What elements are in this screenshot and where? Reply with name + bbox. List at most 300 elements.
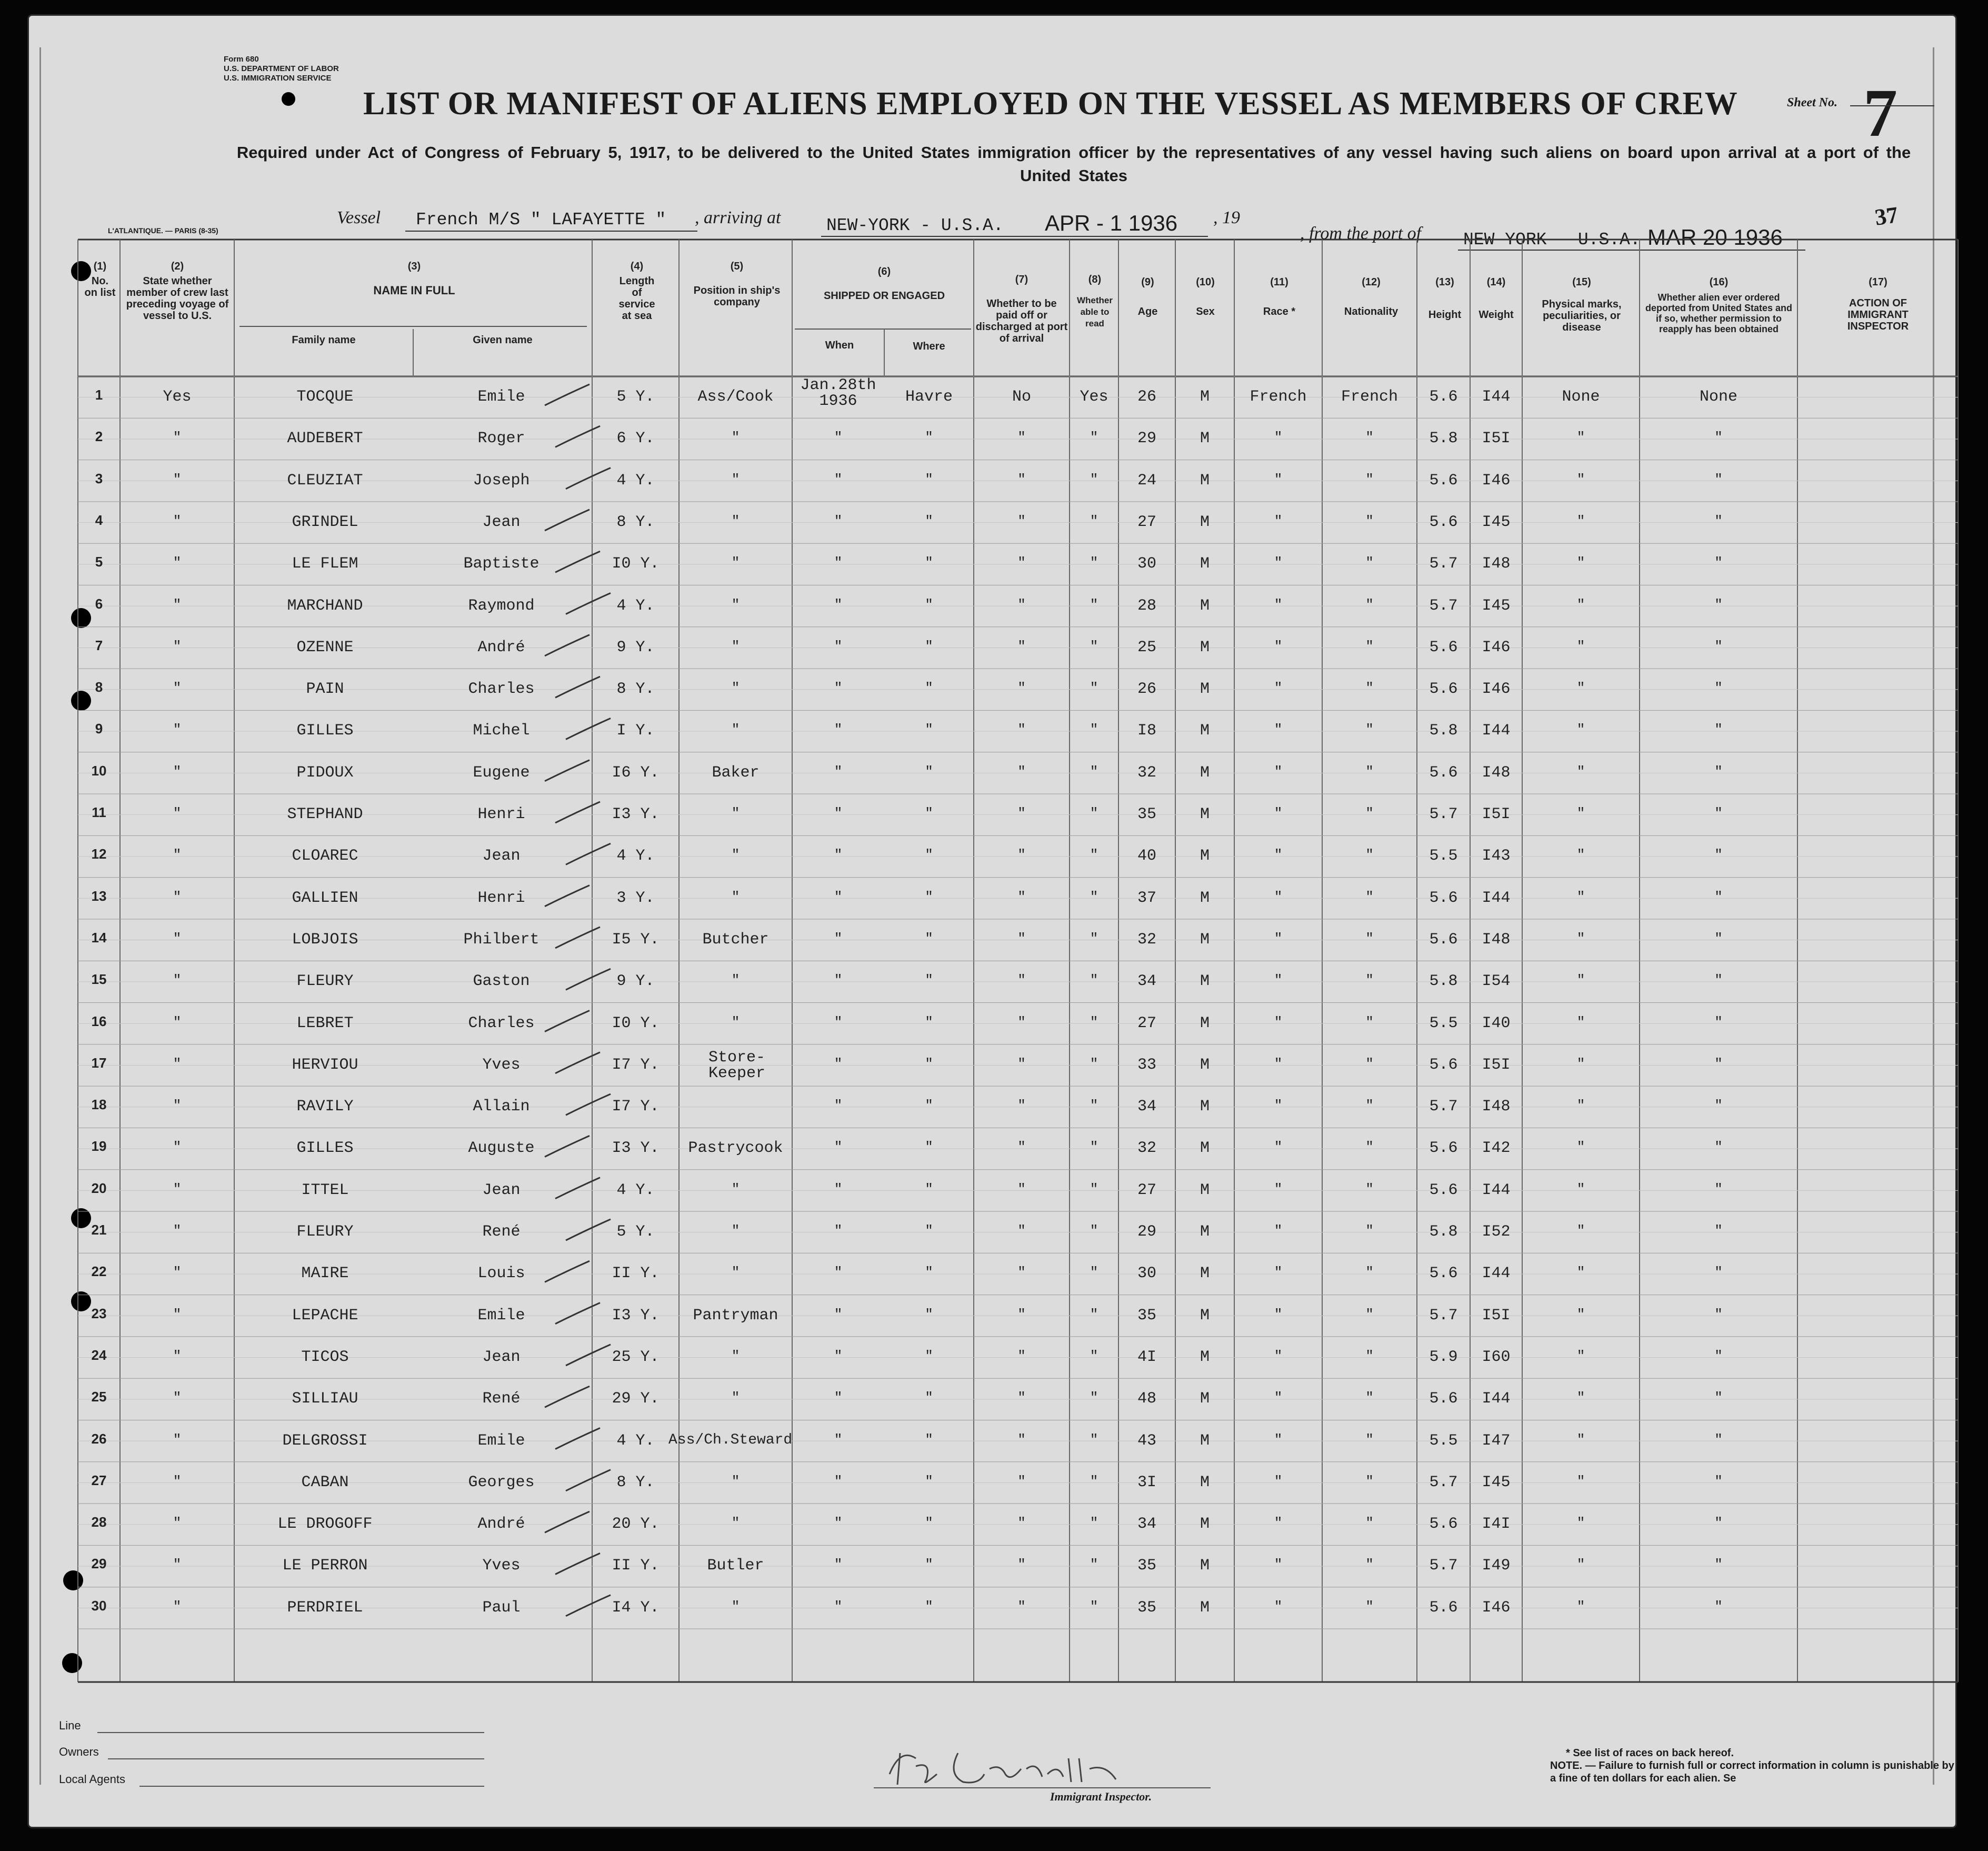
cell-age: 34 xyxy=(1137,1515,1156,1534)
owners-field xyxy=(108,1758,484,1759)
cell-given: Jean xyxy=(482,513,521,531)
cell-race: " xyxy=(1274,1557,1283,1573)
cell-marks: " xyxy=(1576,430,1585,446)
cell-family: FLEURY xyxy=(296,972,354,991)
cell-prev: Yes xyxy=(163,388,192,406)
cell-height: 5.6 xyxy=(1429,1181,1458,1199)
requirement-text: Required under Act of Congress of February 5, 1917, to be delivered to the United States immigration officer by the representatives of any vessel having such aliens on board upon arrival at a port of the United States xyxy=(236,143,1911,185)
cell-nat: " xyxy=(1365,805,1374,821)
cell-age: 35 xyxy=(1137,805,1156,823)
cell-age: 4I xyxy=(1137,1348,1156,1366)
cell-nat: " xyxy=(1365,1014,1374,1030)
cell-race: " xyxy=(1274,1223,1283,1239)
cell-read: " xyxy=(1090,1557,1098,1573)
cell-when: " xyxy=(834,1265,843,1281)
cell-service: 6 Y. xyxy=(616,430,655,448)
cell-sex: M xyxy=(1200,638,1210,656)
col-height-header: (13) Height xyxy=(1428,276,1462,321)
cell-service: II Y. xyxy=(612,1557,660,1575)
cell-weight: I44 xyxy=(1482,722,1511,740)
cell-no: 10 xyxy=(91,762,107,779)
cell-given: Charles xyxy=(468,680,535,699)
cell-height: 5.5 xyxy=(1429,847,1458,865)
cell-height: 5.6 xyxy=(1429,1139,1458,1158)
cell-deported: " xyxy=(1714,930,1723,947)
cell-deported: " xyxy=(1714,1390,1723,1406)
cell-when: " xyxy=(834,1598,843,1615)
cell-position: Ass/Ch.Steward xyxy=(668,1431,793,1448)
cell-family: CLOAREC xyxy=(292,847,358,865)
cell-marks: " xyxy=(1576,1098,1585,1114)
cell-when: " xyxy=(834,596,843,613)
cell-deported: " xyxy=(1714,1098,1723,1114)
cell-paid: " xyxy=(1017,1265,1026,1281)
cell-read: " xyxy=(1090,1515,1098,1531)
cell-nat: " xyxy=(1365,1223,1374,1239)
cell-when: " xyxy=(834,930,843,947)
cell-family: AUDEBERT xyxy=(287,430,363,448)
cell-race: " xyxy=(1274,805,1283,821)
cell-read: " xyxy=(1090,889,1098,905)
cell-prev: " xyxy=(173,1014,182,1030)
cell-given: Emile xyxy=(477,1306,525,1325)
cell-deported: " xyxy=(1714,722,1723,738)
form-department: U.S. DEPARTMENT OF LABOR xyxy=(224,64,339,73)
cell-given: Baptiste xyxy=(463,555,540,573)
cell-position: Butcher xyxy=(702,930,769,949)
cell-prev: " xyxy=(173,722,182,738)
cell-family: TICOS xyxy=(301,1348,349,1366)
cell-when: " xyxy=(834,889,843,905)
cell-deported: " xyxy=(1714,596,1723,613)
cell-where: " xyxy=(925,805,933,821)
cell-nat: " xyxy=(1365,1431,1374,1448)
cell-marks: " xyxy=(1576,763,1585,780)
cell-family: LE FLEM xyxy=(292,555,358,573)
cell-family: DELGROSSI xyxy=(282,1431,368,1450)
cell-given: Yves xyxy=(482,1557,521,1575)
cell-sex: M xyxy=(1200,1557,1210,1575)
cell-no: 25 xyxy=(91,1389,107,1405)
cell-family: GRINDEL xyxy=(292,513,358,531)
cell-position: " xyxy=(731,889,740,905)
sheet-label: Sheet No. xyxy=(1787,96,1837,110)
cell-nat: " xyxy=(1365,1098,1374,1114)
cell-weight: I44 xyxy=(1482,1390,1511,1408)
cell-service: 20 Y. xyxy=(612,1515,660,1534)
cell-read: " xyxy=(1090,1181,1098,1197)
cell-deported: " xyxy=(1714,1515,1723,1531)
cell-age: 40 xyxy=(1137,847,1156,865)
cell-race: " xyxy=(1274,596,1283,613)
cell-deported: " xyxy=(1714,555,1723,571)
cell-race: " xyxy=(1274,430,1283,446)
cell-prev: " xyxy=(173,1557,182,1573)
cell-prev: " xyxy=(173,847,182,863)
cell-prev: " xyxy=(173,555,182,571)
cell-race: " xyxy=(1274,930,1283,947)
cell-where: " xyxy=(925,638,933,654)
cell-position: " xyxy=(731,1014,740,1030)
cell-sex: M xyxy=(1200,1390,1210,1408)
cell-position: " xyxy=(731,513,740,529)
cell-marks: " xyxy=(1576,1056,1585,1072)
cell-deported: " xyxy=(1714,1056,1723,1072)
cell-read: " xyxy=(1090,638,1098,654)
cell-deported: None xyxy=(1699,388,1737,406)
cell-where: " xyxy=(925,1181,933,1197)
cell-read: " xyxy=(1090,1056,1098,1072)
cell-nat: " xyxy=(1365,596,1374,613)
cell-age: 26 xyxy=(1137,680,1156,699)
cell-age: 25 xyxy=(1137,638,1156,656)
cell-marks: " xyxy=(1576,847,1585,863)
cell-weight: I48 xyxy=(1482,930,1511,949)
cell-family: GILLES xyxy=(296,1139,354,1158)
cell-read: " xyxy=(1090,1265,1098,1281)
cell-prev: " xyxy=(173,1181,182,1197)
owners-label: Owners xyxy=(59,1745,99,1758)
cell-where: " xyxy=(925,972,933,989)
cell-when: " xyxy=(834,1348,843,1364)
sheet-number: 7 xyxy=(1863,75,1897,151)
cell-marks: " xyxy=(1576,471,1585,487)
cell-no: 15 xyxy=(91,971,107,988)
cell-marks: " xyxy=(1576,1557,1585,1573)
cell-paid: " xyxy=(1017,930,1026,947)
cell-position: " xyxy=(731,555,740,571)
cell-family: PIDOUX xyxy=(296,763,354,782)
cell-marks: " xyxy=(1576,1181,1585,1197)
cell-deported: " xyxy=(1714,972,1723,989)
cell-when: " xyxy=(834,805,843,821)
cell-deported: " xyxy=(1714,680,1723,696)
cell-position: " xyxy=(731,430,740,446)
cell-sex: M xyxy=(1200,972,1210,991)
cell-deported: " xyxy=(1714,847,1723,863)
cell-weight: I5I xyxy=(1482,1306,1511,1325)
cell-height: 5.6 xyxy=(1429,1056,1458,1074)
cell-nat: " xyxy=(1365,972,1374,989)
cell-where: Havre xyxy=(905,388,953,406)
cell-prev: " xyxy=(173,1390,182,1406)
cell-position: " xyxy=(731,471,740,487)
cell-service: 9 Y. xyxy=(616,972,655,991)
cell-where: " xyxy=(925,847,933,863)
cell-position: " xyxy=(731,972,740,989)
col-family-header: Family name xyxy=(292,334,356,346)
cell-sex: M xyxy=(1200,555,1210,573)
cell-height: 5.5 xyxy=(1429,1014,1458,1032)
cell-where: " xyxy=(925,1473,933,1489)
vessel-label: Vessel xyxy=(337,208,381,227)
cell-given: André xyxy=(477,638,525,656)
cell-service: 4 Y. xyxy=(616,471,655,490)
cell-service: 8 Y. xyxy=(616,513,655,531)
cell-height: 5.6 xyxy=(1429,930,1458,949)
cell-deported: " xyxy=(1714,1139,1723,1156)
cell-height: 5.8 xyxy=(1429,1223,1458,1241)
cell-nat: " xyxy=(1365,1598,1374,1615)
cell-given: Auguste xyxy=(468,1139,535,1158)
cell-deported: " xyxy=(1714,1265,1723,1281)
cell-nat: " xyxy=(1365,513,1374,529)
cell-no: 26 xyxy=(91,1430,107,1447)
cell-family: GALLIEN xyxy=(292,889,358,907)
cell-sex: M xyxy=(1200,722,1210,740)
cell-marks: " xyxy=(1576,638,1585,654)
cell-nat: " xyxy=(1365,680,1374,696)
cell-marks: " xyxy=(1576,596,1585,613)
cell-prev: " xyxy=(173,471,182,487)
cell-position: " xyxy=(731,638,740,654)
cell-read: " xyxy=(1090,847,1098,863)
cell-position: " xyxy=(731,680,740,696)
cell-family: OZENNE xyxy=(296,638,354,656)
cell-read: " xyxy=(1090,972,1098,989)
cell-sex: M xyxy=(1200,596,1210,615)
cell-race: " xyxy=(1274,638,1283,654)
cell-prev: " xyxy=(173,1348,182,1364)
cell-read: " xyxy=(1090,555,1098,571)
cell-prev: " xyxy=(173,1265,182,1281)
cell-service: 3 Y. xyxy=(616,889,655,907)
arriving-label: , arriving at xyxy=(695,208,781,227)
cell-family: LE PERRON xyxy=(282,1557,368,1575)
line-label: Line xyxy=(59,1719,81,1732)
cell-read: " xyxy=(1090,596,1098,613)
cell-when: " xyxy=(834,1515,843,1531)
cell-height: 5.6 xyxy=(1429,638,1458,656)
cell-service: I0 Y. xyxy=(612,1014,660,1032)
cell-no: 1 xyxy=(95,387,103,403)
cell-nat: " xyxy=(1365,1181,1374,1197)
cell-marks: " xyxy=(1576,513,1585,529)
cell-where: " xyxy=(925,1056,933,1072)
departure-date-stamp: MAR 20 1936 xyxy=(1647,225,1783,250)
cell-nat: " xyxy=(1365,1139,1374,1156)
cell-nat: " xyxy=(1365,1348,1374,1364)
cell-age: 32 xyxy=(1137,763,1156,782)
cell-height: 5.7 xyxy=(1429,555,1458,573)
cell-prev: " xyxy=(173,763,182,780)
cell-race: " xyxy=(1274,513,1283,529)
inspector-label: Immigrant Inspector. xyxy=(1050,1790,1152,1803)
col-marks-header: (15) Physical marks, peculiarities, or disease xyxy=(1542,276,1622,333)
cell-no: 3 xyxy=(95,470,103,486)
cell-when: " xyxy=(834,847,843,863)
cell-given: Roger xyxy=(477,430,525,448)
cell-when: " xyxy=(834,1473,843,1489)
cell-race: " xyxy=(1274,471,1283,487)
cell-when: " xyxy=(834,972,843,989)
cell-family: HERVIOU xyxy=(292,1056,358,1074)
cell-paid: " xyxy=(1017,1557,1026,1573)
cell-paid: " xyxy=(1017,680,1026,696)
cell-when: " xyxy=(834,1306,843,1322)
cell-weight: I52 xyxy=(1482,1223,1511,1241)
corner-mark: 37 xyxy=(1873,202,1900,231)
cell-nat: " xyxy=(1365,930,1374,947)
col-where-header: Where xyxy=(913,341,945,352)
cell-paid: " xyxy=(1017,1181,1026,1197)
cell-where: " xyxy=(925,1348,933,1364)
cell-no: 19 xyxy=(91,1138,107,1155)
cell-height: 5.6 xyxy=(1429,1598,1458,1617)
cell-service: 8 Y. xyxy=(616,680,655,699)
cell-race: " xyxy=(1274,1014,1283,1030)
cell-no: 27 xyxy=(91,1472,107,1488)
cell-weight: I45 xyxy=(1482,1473,1511,1491)
cell-sex: M xyxy=(1200,1265,1210,1283)
cell-when: " xyxy=(834,555,843,571)
cell-sex: M xyxy=(1200,1056,1210,1074)
col-read-header: (8) Whether able to read xyxy=(1077,274,1113,329)
cell-race: " xyxy=(1274,555,1283,571)
cell-deported: " xyxy=(1714,430,1723,446)
cell-given: Jean xyxy=(482,1348,521,1366)
cell-prev: " xyxy=(173,1515,182,1531)
cell-race: " xyxy=(1274,972,1283,989)
cell-race: " xyxy=(1274,1265,1283,1281)
cell-paid: " xyxy=(1017,555,1026,571)
cell-position: Butler xyxy=(707,1557,764,1575)
cell-read: " xyxy=(1090,680,1098,696)
cell-age: 24 xyxy=(1137,471,1156,490)
cell-paid: " xyxy=(1017,1390,1026,1406)
cell-family: STEPHAND xyxy=(287,805,363,823)
cell-when: " xyxy=(834,1431,843,1448)
cell-age: 30 xyxy=(1137,555,1156,573)
cell-marks: " xyxy=(1576,1306,1585,1322)
cell-read: " xyxy=(1090,1098,1098,1114)
cell-given: Gaston xyxy=(473,972,530,991)
cell-no: 7 xyxy=(95,637,103,653)
cell-prev: " xyxy=(173,889,182,905)
cell-position: " xyxy=(731,1598,740,1615)
col-action-header: (17) ACTION OF IMMIGRANT INSPECTOR xyxy=(1847,276,1909,332)
cell-marks: " xyxy=(1576,1473,1585,1489)
cell-given: Louis xyxy=(477,1265,525,1283)
cell-marks: " xyxy=(1576,972,1585,989)
col-age-header: (9) Age xyxy=(1137,276,1158,317)
cell-sex: M xyxy=(1200,1014,1210,1032)
cell-age: I8 xyxy=(1137,722,1156,740)
cell-where: " xyxy=(925,471,933,487)
cell-marks: " xyxy=(1576,1223,1585,1239)
cell-read: " xyxy=(1090,1014,1098,1030)
col-race-header: (11) Race * xyxy=(1263,276,1296,317)
cell-height: 5.8 xyxy=(1429,430,1458,448)
cell-when: " xyxy=(834,1390,843,1406)
col-position-header: (5) Position in ship's company xyxy=(693,261,781,308)
cell-where: " xyxy=(925,889,933,905)
cell-nat: " xyxy=(1365,889,1374,905)
cell-prev: " xyxy=(173,596,182,613)
cell-marks: " xyxy=(1576,1014,1585,1030)
cell-paid: " xyxy=(1017,513,1026,529)
cell-position: " xyxy=(731,722,740,738)
cell-prev: " xyxy=(173,430,182,446)
cell-age: 29 xyxy=(1137,430,1156,448)
cell-position: " xyxy=(731,847,740,863)
cell-paid: " xyxy=(1017,1098,1026,1114)
cell-service: II Y. xyxy=(612,1265,660,1283)
cell-where: " xyxy=(925,1223,933,1239)
cell-sex: M xyxy=(1200,388,1210,406)
cell-deported: " xyxy=(1714,1431,1723,1448)
cell-sex: M xyxy=(1200,805,1210,823)
col-given-header: Given name xyxy=(473,334,533,346)
cell-race: " xyxy=(1274,1390,1283,1406)
cell-sex: M xyxy=(1200,1598,1210,1617)
col-no-header: (1) No. on list xyxy=(84,261,116,298)
cell-no: 16 xyxy=(91,1013,107,1029)
cell-weight: I4I xyxy=(1482,1515,1511,1534)
cell-age: 43 xyxy=(1137,1431,1156,1450)
cell-marks: " xyxy=(1576,930,1585,947)
cell-when: " xyxy=(834,1014,843,1030)
cell-given: René xyxy=(482,1223,521,1241)
cell-deported: " xyxy=(1714,513,1723,529)
cell-given: Emile xyxy=(477,388,525,406)
cell-no: 29 xyxy=(91,1556,107,1572)
cell-marks: " xyxy=(1576,1390,1585,1406)
cell-given: Allain xyxy=(473,1098,530,1116)
cell-weight: I40 xyxy=(1482,1014,1511,1032)
cell-height: 5.6 xyxy=(1429,889,1458,907)
cell-prev: " xyxy=(173,1431,182,1448)
cell-paid: No xyxy=(1012,388,1031,406)
cell-sex: M xyxy=(1200,763,1210,782)
col-sex-header: (10) Sex xyxy=(1196,276,1215,317)
cell-nat: " xyxy=(1365,471,1374,487)
cell-family: CLEUZIAT xyxy=(287,471,363,490)
cell-height: 5.7 xyxy=(1429,805,1458,823)
cell-service: I3 Y. xyxy=(612,1306,660,1325)
cell-deported: " xyxy=(1714,1223,1723,1239)
cell-marks: " xyxy=(1576,1598,1585,1615)
from-port: NEW-YORK - U.S.A. xyxy=(1463,230,1641,250)
cell-weight: I48 xyxy=(1482,763,1511,782)
cell-prev: " xyxy=(173,1139,182,1156)
page-title: LIST OR MANIFEST OF ALIENS EMPLOYED ON THE VESSEL AS MEMBERS OF CREW xyxy=(363,86,1738,122)
cell-nat: " xyxy=(1365,555,1374,571)
cell-weight: I5I xyxy=(1482,430,1511,448)
cell-race: French xyxy=(1250,388,1307,406)
cell-race: " xyxy=(1274,722,1283,738)
cell-height: 5.8 xyxy=(1429,972,1458,991)
cell-height: 5.6 xyxy=(1429,388,1458,406)
cell-position: " xyxy=(731,1390,740,1406)
cell-position: " xyxy=(731,1473,740,1489)
cell-paid: " xyxy=(1017,763,1026,780)
cell-given: Joseph xyxy=(473,471,530,490)
cell-when: " xyxy=(834,471,843,487)
col-deported-header: (16) Whether alien ever ordered deported from United States and if so, whether permission to reapply has been obtained xyxy=(1645,276,1793,334)
cell-nat: " xyxy=(1365,1390,1374,1406)
cell-where: " xyxy=(925,430,933,446)
cell-deported: " xyxy=(1714,1181,1723,1197)
cell-given: Philbert xyxy=(463,930,540,949)
cell-where: " xyxy=(925,1265,933,1281)
cell-service: 25 Y. xyxy=(612,1348,660,1366)
cell-prev: " xyxy=(173,972,182,989)
cell-position: Baker xyxy=(712,763,760,782)
cell-height: 5.7 xyxy=(1429,1473,1458,1491)
cell-no: 4 xyxy=(95,512,103,528)
cell-service: I7 Y. xyxy=(612,1098,660,1116)
